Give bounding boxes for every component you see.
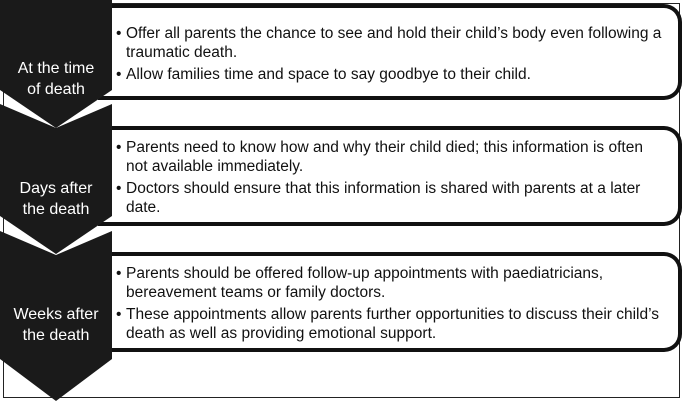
stage-3-chevron [0, 231, 112, 401]
stage-3-card [98, 252, 682, 352]
stage-2-bullet-2: • Doctors should ensure that this information is shared with parents at a later date. [116, 179, 666, 217]
stage-1-bullet-1: • Offer all parents the chance to see and hold their child’s body even following a traumatic death. [116, 24, 666, 62]
stage-2-card [98, 126, 682, 226]
stage-2-label-line1: Days after [19, 180, 93, 197]
stage-3-label-line1: Weeks after [13, 306, 99, 323]
stage-2-bullet-1: • Parents need to know how and why their child died; this information is often not available immediately. [116, 138, 666, 176]
stage-3-label-line2: the death [22, 327, 90, 344]
stage-2-label [0, 178, 112, 220]
stage-3-label [0, 304, 112, 346]
stage-1-label-line2: of death [27, 81, 85, 98]
stage-3-bullet-1: • Parents should be offered follow-up appointments with paediatricians, bereavement teams or family doctors. [116, 264, 666, 302]
stage-1-label-line1: At the time [17, 60, 95, 77]
stage-1-card [98, 4, 682, 100]
stage-1-label [0, 58, 112, 100]
stage-3-bullet-2: • These appointments allow parents further opportunities to discuss their child’s death as well as providing emotional support. [116, 305, 666, 343]
stage-1-bullet-2: • Allow families time and space to say goodbye to their child. [116, 65, 666, 84]
stage-2-label-line2: the death [22, 201, 90, 218]
